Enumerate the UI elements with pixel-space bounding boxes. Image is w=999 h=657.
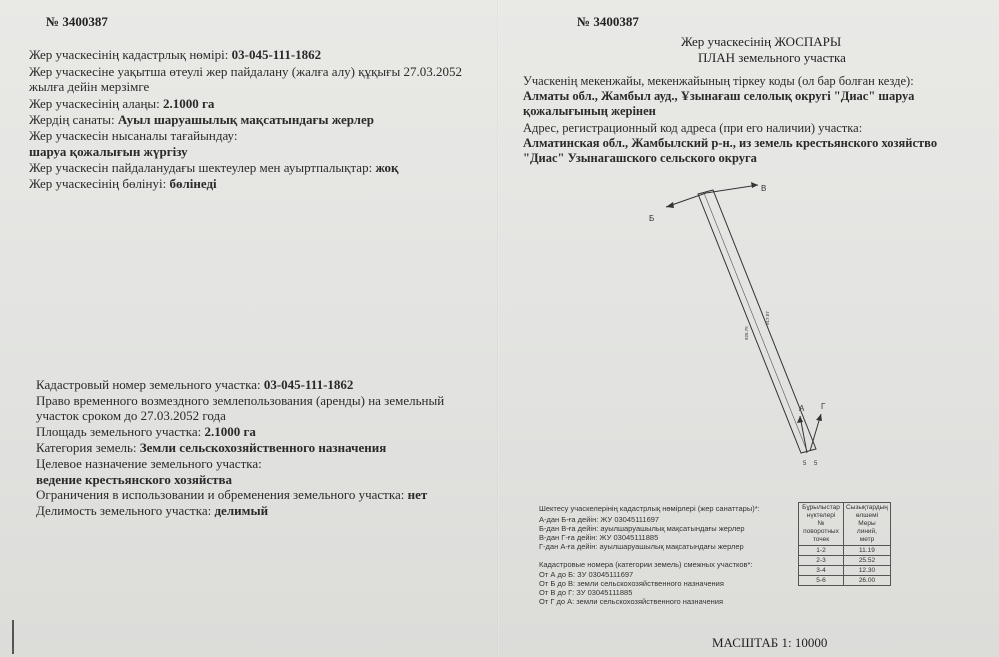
table-cell: 11.19 bbox=[844, 546, 891, 556]
ru-area-line bbox=[36, 424, 256, 439]
address-ru-line1: Алматинская обл., Жамбылский р-н., из земель крестьянского хозяйство bbox=[523, 136, 938, 150]
kz-divisibility-label: Жер учаскесінің бөлінуі: bbox=[29, 176, 167, 191]
label-v: В bbox=[761, 184, 767, 193]
kz-category-label: Жердің санаты: bbox=[29, 112, 115, 127]
plan-scale: МАСШТАБ 1: 10000 bbox=[712, 635, 828, 650]
kz-purpose-value: шаруа қожалығын жүргізу bbox=[29, 144, 188, 159]
address-ru-line2: "Диас" Узынагашского сельского округа bbox=[523, 151, 757, 165]
dim-right-label: 917.07 bbox=[765, 311, 770, 325]
adjacent-kz-line: В-дан Г-ға дейін: ЖУ 03045111885 bbox=[539, 533, 659, 542]
left-doc-number: № 3400387 bbox=[46, 14, 108, 29]
parcel-inner-line bbox=[704, 193, 807, 451]
kz-category-value: Ауыл шаруашылық мақсатындағы жерлер bbox=[117, 112, 374, 127]
kz-divisibility-value: бөлінеді bbox=[169, 176, 217, 191]
adjacent-ru-line: От А до Б: ЗУ 03045111697 bbox=[539, 570, 634, 579]
ru-divisibility-label: Делимость земельного участка: bbox=[36, 503, 212, 518]
kz-cadastral-value: 03-045-111-1862 bbox=[231, 47, 322, 62]
kz-cadastral-line bbox=[29, 47, 321, 62]
right-doc-number: № 3400387 bbox=[577, 14, 639, 29]
kz-right-line2: жылға дейін мерзімге bbox=[29, 79, 150, 94]
kz-purpose-label: Жер учаскесін нысаналы тағайындау: bbox=[29, 128, 238, 143]
kz-restrictions-value: жоқ bbox=[375, 160, 399, 175]
ru-category-line bbox=[36, 440, 386, 455]
kz-cadastral-label: Жер учаскесінің кадастрлық нөмірі: bbox=[29, 47, 229, 62]
table-header-points: Бұрылыстар нүктелері № поворотных точек bbox=[799, 503, 844, 546]
ru-purpose-label: Целевое назначение земельного участка: bbox=[36, 456, 262, 471]
ru-cadastral-value: 03-045-111-1862 bbox=[263, 377, 354, 392]
adjacent-kz-heading: Шектесу учаскелерінің кадастрлық нөмірлері (жер санаттары)*: bbox=[539, 504, 760, 513]
adjacent-ru-line: От Г до А: земли сельскохозяйственного назначения bbox=[539, 597, 724, 606]
arrow-head-v bbox=[751, 182, 758, 188]
address-kz-line1: Алматы обл., Жамбыл ауд., Ұзынағаш селолық округі "Диас" шаруа bbox=[523, 89, 915, 103]
kz-area-line bbox=[29, 96, 214, 111]
ru-right-line1: Право временного возмездного землепользования (аренды) на земельный bbox=[36, 393, 445, 408]
table-cell: 5-6 bbox=[799, 576, 844, 586]
ru-restrictions-line bbox=[36, 487, 427, 502]
table-cell: 12.30 bbox=[844, 566, 891, 576]
parcel-outline bbox=[698, 190, 816, 453]
table-row bbox=[799, 566, 891, 576]
text-cursor-mark bbox=[12, 620, 14, 654]
table-header-row bbox=[799, 503, 891, 546]
ru-restrictions-value: нет bbox=[407, 487, 428, 502]
parcel-plan-drawing bbox=[640, 175, 840, 475]
table-cell: 2-3 bbox=[799, 556, 844, 566]
kz-area-label: Жер учаскесінің алаңы: bbox=[29, 96, 160, 111]
ru-divisibility-line bbox=[36, 503, 268, 518]
table-header-lengths: Сызықтардың өлшемі Меры линий, метр bbox=[844, 503, 891, 546]
kz-category-line bbox=[29, 112, 374, 127]
arrow-head-g bbox=[816, 414, 822, 421]
label-b: Б bbox=[649, 214, 655, 223]
kz-restrictions-line bbox=[29, 160, 399, 175]
ru-category-label: Категория земель: bbox=[36, 440, 137, 455]
adjacent-kz-line: Б-дан В-ға дейін: ауылшаруашылық мақсатындағы жерлер bbox=[539, 524, 745, 533]
table-cell: 1-2 bbox=[799, 546, 844, 556]
kz-divisibility-line bbox=[29, 176, 217, 191]
address-label-ru: Адрес, регистрационный код адреса (при его наличии) участка: bbox=[523, 121, 863, 135]
adjacent-ru-heading: Кадастровые номера (категории земель) смежных участков*: bbox=[539, 560, 753, 569]
ru-right-line2: участок сроком до 27.03.2052 года bbox=[36, 408, 226, 423]
plan-title-kz: Жер учаскесінің ЖОСПАРЫ bbox=[681, 34, 842, 49]
page-fold bbox=[497, 0, 499, 657]
table-row bbox=[799, 576, 891, 586]
adjacent-kz-line: А-дан Б-ға дейін: ЖУ 03045111697 bbox=[539, 515, 660, 524]
point-label-2: 5 bbox=[814, 461, 818, 467]
table-cell: 25.52 bbox=[844, 556, 891, 566]
table-row bbox=[799, 556, 891, 566]
adjacent-ru-line: От В до Г: ЗУ 03045111885 bbox=[539, 588, 633, 597]
table-row bbox=[799, 546, 891, 556]
plan-title-ru: ПЛАН земельного участка bbox=[698, 50, 846, 65]
address-kz-line2: қожалығының жерінен bbox=[523, 104, 656, 118]
ru-purpose-value: ведение крестьянского хозяйства bbox=[36, 472, 233, 487]
ru-cadastral-line bbox=[36, 377, 353, 392]
ru-area-label: Площадь земельного участка: bbox=[36, 424, 202, 439]
adjacent-ru-line: От Б до В: земли сельскохозяйственного назначения bbox=[539, 579, 724, 588]
arrow-head-b bbox=[666, 202, 674, 208]
adjacent-kz-line: Г-дан А-ға дейін: ауылшаруашылық мақсатындағы жерлер bbox=[539, 542, 744, 551]
ru-restrictions-label: Ограничения в использовании и обременения земельного участка: bbox=[36, 487, 405, 502]
ru-category-value: Земли сельскохозяйственного назначения bbox=[139, 440, 387, 455]
label-g: Г bbox=[821, 402, 826, 411]
dim-left-label: 925.75 bbox=[744, 326, 749, 340]
kz-area-value: 2.1000 га bbox=[163, 96, 215, 111]
address-label-kz: Учаскенің мекенжайы, мекенжайының тіркеу коды (ол бар болған кезде): bbox=[523, 74, 914, 88]
ru-cadastral-label: Кадастровый номер земельного участка: bbox=[36, 377, 261, 392]
kz-right-line1: Жер учаскесіне уақытша өтеулі жер пайдалану (жалға алу) құқығы 27.03.2052 bbox=[29, 64, 462, 79]
ru-area-value: 2.1000 га bbox=[204, 424, 256, 439]
label-a: А bbox=[799, 404, 805, 413]
table-cell: 3-4 bbox=[799, 566, 844, 576]
line-measurements-table bbox=[798, 502, 891, 586]
arrow-head-a bbox=[797, 416, 803, 423]
kz-restrictions-label: Жер учаскесін пайдаланудағы шектеулер мен ауыртпалықтар: bbox=[29, 160, 373, 175]
table-cell: 26.00 bbox=[844, 576, 891, 586]
ru-divisibility-value: делимый bbox=[214, 503, 269, 518]
point-label-1: 5 bbox=[803, 461, 807, 467]
